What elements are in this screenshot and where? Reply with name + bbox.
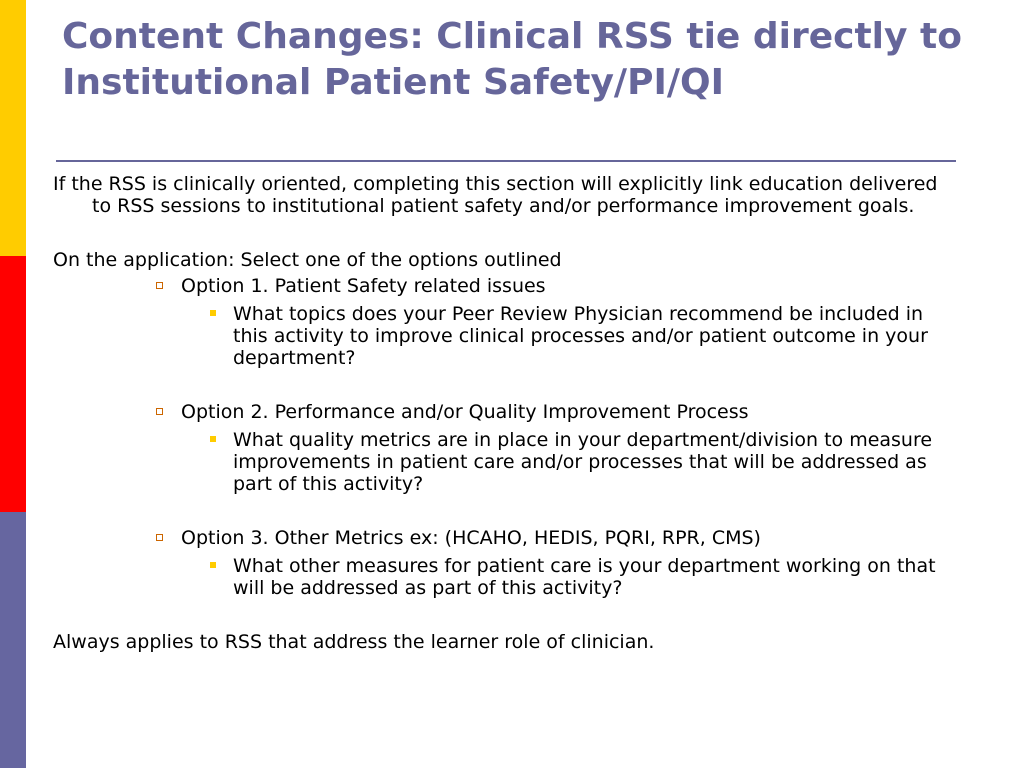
filled-square-icon (210, 562, 216, 568)
filled-square-icon (210, 436, 216, 442)
option-label: Option 1. Patient Safety related issues (181, 275, 546, 297)
option-label: Option 3. Other Metrics ex: (HCAHO, HEDIS, PQRI, RPR, CMS) (181, 527, 761, 549)
slide-body (53, 173, 953, 653)
intro-paragraph: If the RSS is clinically oriented, completing this section will explicitly link education delivered to RSS sessions to institutional patient safety and/or performance improvement goals. (53, 173, 938, 217)
option-item-3 (53, 527, 953, 549)
option-item-2 (53, 401, 953, 423)
option-item-1 (53, 275, 953, 297)
title-divider (56, 160, 956, 162)
side-bar-yellow (0, 0, 26, 256)
option-detail-text: What other measures for patient care is your department working on that will be addressed as part of this activity? (233, 555, 936, 599)
slide-title: Content Changes: Clinical RSS tie directly to Institutional Patient Safety/PI/QI (62, 16, 962, 103)
hollow-square-icon (156, 534, 163, 541)
hollow-square-icon (156, 408, 163, 415)
option-detail-1 (53, 303, 953, 369)
filled-square-icon (210, 310, 216, 316)
side-bar-blue (0, 512, 26, 768)
option-label: Option 2. Performance and/or Quality Improvement Process (181, 401, 749, 423)
hollow-square-icon (156, 282, 163, 289)
option-detail-text: What quality metrics are in place in your department/division to measure improvements in patient care and/or processes that will be addressed as part of this activity? (233, 429, 933, 495)
footer-line: Always applies to RSS that address the learner role of clinician. (53, 631, 655, 653)
option-detail-2 (53, 429, 953, 495)
side-bar-red (0, 256, 26, 512)
option-detail-3 (53, 555, 953, 599)
application-line: On the application: Select one of the options outlined (53, 249, 562, 271)
option-detail-text: What topics does your Peer Review Physician recommend be included in this activity to improve clinical processes and/or patient outcome in your department? (233, 303, 928, 369)
